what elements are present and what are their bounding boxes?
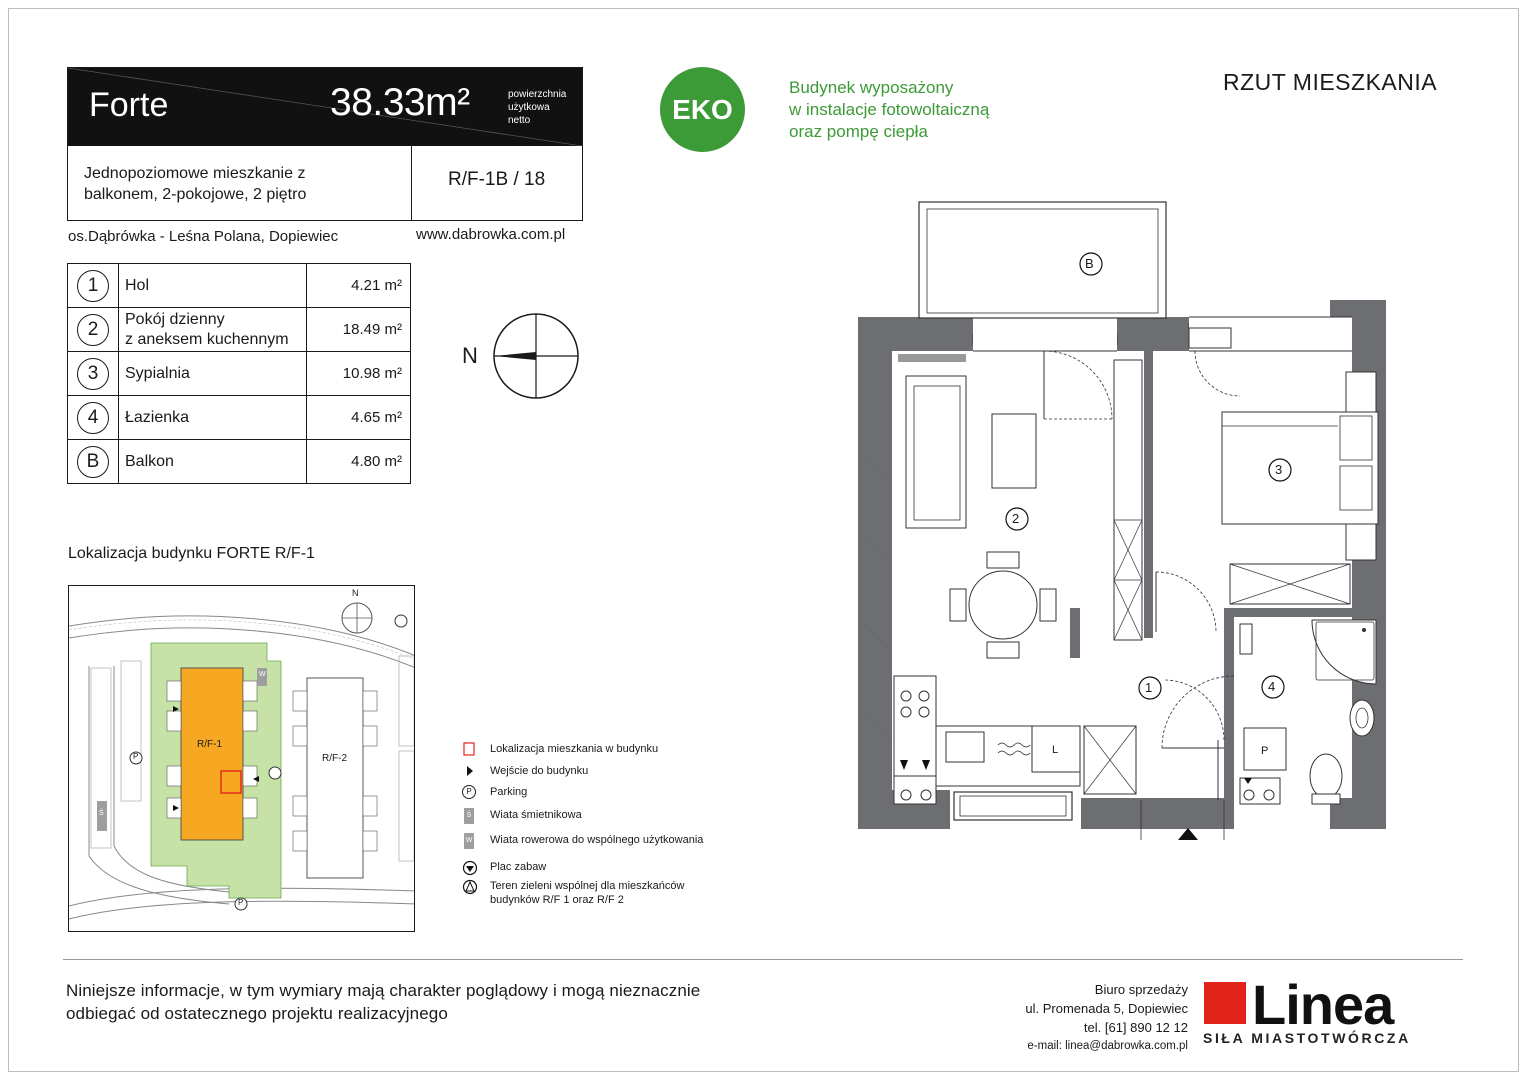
legend-label-line: Teren zieleni wspólnej dla mieszkańców: [490, 880, 685, 892]
logo-text: Linea: [1252, 980, 1394, 1030]
table-row: [68, 396, 411, 440]
apartment-area: 38.33m²: [330, 81, 470, 124]
office-line: ul. Promenada 5, Dopiewiec: [1025, 1001, 1188, 1016]
entrance-arrow-icon: [462, 764, 476, 778]
room-number-cell: [68, 308, 119, 352]
table-row: [68, 264, 411, 308]
office-line: Biuro sprzedaży: [1094, 982, 1188, 997]
linea-logo: [1202, 980, 1464, 1035]
site-map: [68, 585, 415, 932]
building-label-rf2: R/F-2: [322, 753, 347, 764]
linea-logo-mark: [1202, 980, 1464, 1030]
room-area: 4.21 m²: [307, 264, 411, 308]
logo-tagline: SIŁA MIASTOTWÓRCZA: [1203, 1030, 1411, 1046]
apartment-description: [84, 163, 306, 205]
legend-label: Plac zabaw: [490, 861, 547, 873]
bike-shelter-marker: W: [259, 671, 266, 678]
playground-icon: [462, 860, 478, 876]
disclaimer-line: Niniejsze informacje, w tym wymiary mają charakter poglądowy i mogą nieznacznie: [66, 981, 701, 1000]
waste-shelter-icon: Ś: [464, 808, 474, 824]
room-area: 4.80 m²: [307, 440, 411, 484]
area-unit-label: [508, 88, 566, 127]
legend-label: Wejście do budynku: [490, 765, 589, 777]
legend-label: Wiata rowerowa do wspólnego użytkowania: [490, 834, 704, 846]
header-divider: [411, 146, 412, 221]
legend-label-line: budynków R/F 1 oraz R/F 2: [490, 894, 624, 906]
room-name-line: Pokój dzienny: [125, 310, 225, 328]
room-number: 3: [77, 358, 109, 390]
footer-divider: [63, 959, 1463, 960]
plan-label-washer: P: [1261, 745, 1269, 757]
legend-label: Parking: [490, 786, 528, 798]
building-label-rf1: R/F-1: [197, 739, 222, 750]
room-number-cell: [68, 440, 119, 484]
eko-badge: EKO: [660, 67, 745, 152]
legend-label: Lokalizacja mieszkania w budynku: [490, 743, 659, 755]
waste-shelter-marker: Ś: [99, 810, 104, 817]
room-number: 4: [77, 402, 109, 434]
website-link[interactable]: www.dabrowka.com.pl: [416, 226, 566, 243]
room-number-cell: [68, 352, 119, 396]
floor-plan: [850, 200, 1410, 850]
apartment-header: [67, 67, 583, 221]
room-name-line: z aneksem kuchennym: [125, 330, 289, 348]
bike-shelter-icon: W: [464, 833, 474, 849]
area-unit-line: netto: [508, 115, 531, 126]
disclaimer: [66, 979, 700, 1025]
north-label: N: [462, 343, 478, 368]
sitemap-north: N: [352, 588, 359, 598]
description-line: Jednopoziomowe mieszkanie z: [84, 165, 306, 182]
parking-marker: P: [133, 752, 139, 761]
sitemap-title: Lokalizacja budynku FORTE R/F-1: [68, 545, 315, 562]
room-name: [119, 308, 307, 352]
area-unit-line: powierzchnia: [508, 89, 567, 100]
disclaimer-line: odbiegać od ostatecznego projektu realizacyjnego: [66, 1004, 448, 1023]
office-email[interactable]: e-mail: linea@dabrowka.com.pl: [1027, 1040, 1188, 1052]
office-line: tel. [61] 890 12 12: [1083, 1020, 1188, 1035]
plan-label-bathroom: 4: [1268, 679, 1276, 694]
location-line: os.Dąbrówka - Leśna Polana, Dopiewiec: [68, 228, 339, 245]
eko-line: w instalacje fotowoltaiczną: [789, 100, 990, 119]
plan-label-hall: 1: [1145, 680, 1153, 695]
red-square-icon: [462, 742, 476, 756]
plan-title: RZUT MIESZKANIA: [1223, 69, 1438, 95]
room-number-cell: [68, 396, 119, 440]
apartment-name: Forte: [89, 86, 169, 124]
room-number: B: [77, 446, 109, 478]
parking-marker: P: [238, 898, 244, 907]
sales-office: [960, 980, 1188, 1056]
plan-label-balcony: B: [1085, 256, 1094, 271]
room-name: Balkon: [119, 440, 307, 484]
header-black-band: [68, 68, 582, 146]
room-number-cell: [68, 264, 119, 308]
compass-icon: [491, 311, 583, 403]
eko-line: Budynek wyposażony: [789, 78, 954, 97]
description-line: balkonem, 2-pokojowe, 2 piętro: [84, 186, 307, 203]
room-name: Hol: [119, 264, 307, 308]
room-number: 1: [77, 270, 109, 302]
room-area: 18.49 m²: [307, 308, 411, 352]
table-row: [68, 440, 411, 484]
parking-icon: P: [462, 785, 476, 799]
apartment-code: R/F-1B / 18: [448, 169, 546, 190]
room-area: 10.98 m²: [307, 352, 411, 396]
legend-label: Wiata śmietnikowa: [490, 809, 582, 821]
eko-line: oraz pompę ciepła: [789, 122, 928, 141]
room-name: Sypialnia: [119, 352, 307, 396]
eko-description: [789, 77, 989, 143]
green-area-icon: [462, 879, 478, 895]
legend-label: [490, 879, 684, 907]
rooms-table: [67, 263, 411, 484]
plan-label-living: 2: [1012, 511, 1020, 526]
area-unit-line: użytkowa: [508, 102, 550, 113]
room-name: Łazienka: [119, 396, 307, 440]
plan-label-bedroom: 3: [1275, 462, 1283, 477]
site-map-drawing: [69, 586, 415, 932]
table-row: [68, 308, 411, 352]
plan-label-fridge: L: [1052, 744, 1059, 756]
table-row: [68, 352, 411, 396]
room-area: 4.65 m²: [307, 396, 411, 440]
room-number: 2: [77, 314, 109, 346]
